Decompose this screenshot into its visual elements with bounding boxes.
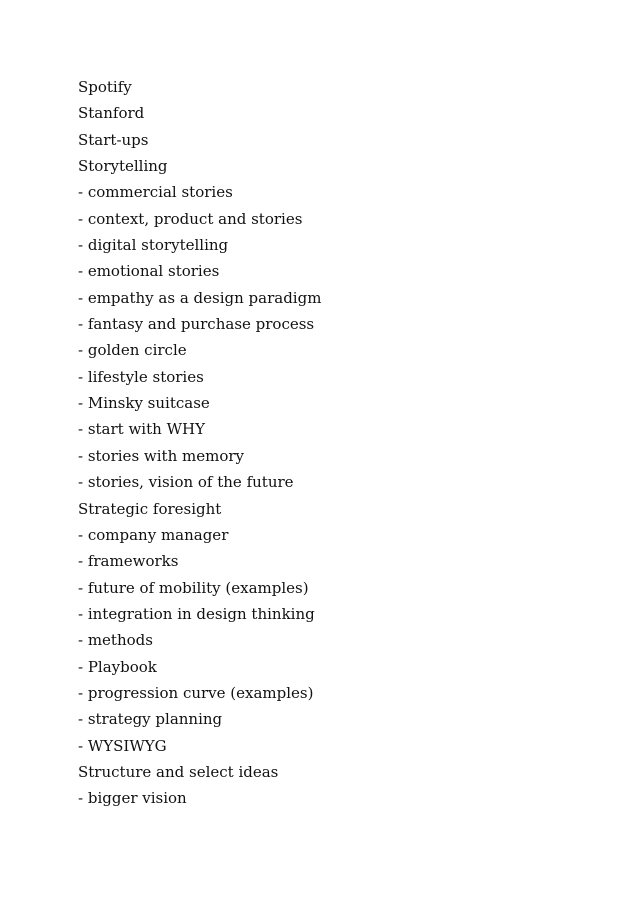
index-subentry: - stories with memory — [78, 446, 244, 465]
index-subentry: - golden circle — [78, 341, 187, 360]
index-subentry: - company manager — [78, 525, 229, 544]
index-entry: Stanford — [78, 104, 145, 123]
index-subentry: - strategy planning — [78, 710, 223, 729]
index-subentry: - emotional stories — [78, 262, 220, 281]
index-subentry: - lifestyle stories — [78, 367, 204, 386]
index-entry: Strategic foresight — [78, 499, 222, 518]
index-subentry: - bigger vision — [78, 789, 187, 808]
index-entry: Start-ups — [78, 130, 149, 149]
index-entry: Spotify — [78, 78, 132, 96]
index-subentry: - Playbook — [78, 657, 157, 676]
index-subentry: - integration in design thinking — [78, 604, 315, 623]
index-subentry: - empathy as a design paradigm — [78, 288, 322, 307]
index-subentry: - context, product and stories — [78, 209, 303, 228]
index-subentry: - start with WHY — [78, 420, 205, 439]
index-subentry: - future of mobility (examples) — [78, 578, 309, 597]
index-list — [78, 74, 321, 812]
index-subentry: - frameworks — [78, 552, 179, 571]
index-subentry: - fantasy and purchase process — [78, 315, 315, 334]
index-subentry: - stories, vision of the future — [78, 473, 294, 492]
index-subentry: - methods — [78, 631, 153, 650]
index-entry: Structure and select ideas — [78, 762, 279, 781]
index-subentry: - WYSIWYG — [78, 736, 167, 755]
index-subentry: - progression curve (examples) — [78, 683, 314, 702]
index-subentry: - digital storytelling — [78, 236, 229, 255]
index-subentry: - Minsky suitcase — [78, 394, 210, 413]
index-entry: Storytelling — [78, 157, 168, 176]
index-subentry: - commercial stories — [78, 183, 233, 202]
